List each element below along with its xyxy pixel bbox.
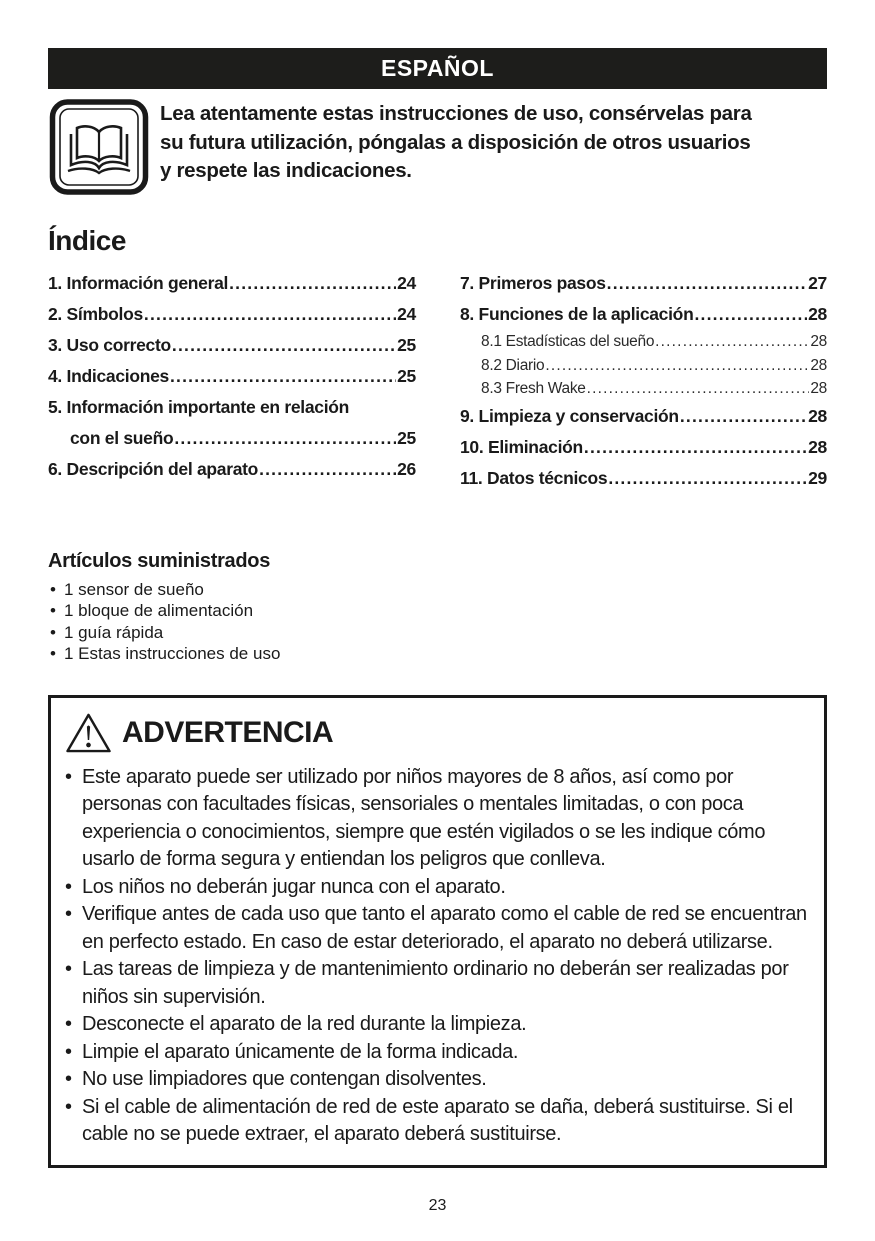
toc-entry-page: 27 xyxy=(808,273,827,293)
toc-entry-label: 2. Símbolos xyxy=(48,304,143,324)
toc-entry xyxy=(460,268,827,299)
toc-dot-leader xyxy=(170,361,396,392)
toc-entry-page: 24 xyxy=(397,273,416,293)
supplied-item: • 1 Estas instrucciones de uso xyxy=(48,643,827,665)
warning-title: ADVERTENCIA xyxy=(122,715,334,749)
toc-dot-leader xyxy=(655,330,809,354)
warning-header xyxy=(65,712,808,754)
toc-entry-page: 28 xyxy=(810,380,827,397)
toc-entry-label: con el sueño xyxy=(70,428,174,448)
toc-entry-page: 28 xyxy=(808,436,827,457)
warning-item: • Los niños no deberán jugar nunca con el aparato. xyxy=(65,874,808,902)
toc-entry xyxy=(460,401,827,432)
supplied-items-title: Artículos suministrados xyxy=(48,549,271,572)
language-banner: ESPAÑOL xyxy=(48,48,827,89)
supplied-item: • 1 guía rápida xyxy=(48,622,827,644)
toc-entry-page: 25 xyxy=(397,366,416,386)
toc-entry xyxy=(460,432,827,463)
toc-dot-leader xyxy=(174,423,396,454)
warning-item: • Este aparato puede ser utilizado por niños mayores de 8 años, así como por personas con facultades físicas, sensoriales o mentales limitadas, o con poca experiencia o conocimientos, siempre que estén vigilados o se les indique cómo usarlo de forma segura y entiendan los peligros que conlleva. xyxy=(65,764,808,874)
toc-dot-leader xyxy=(607,268,807,299)
warning-triangle-icon xyxy=(65,712,112,754)
toc-entry-label: 7. Primeros pasos xyxy=(460,273,606,293)
toc-dot-leader xyxy=(587,377,810,401)
toc-entry xyxy=(460,463,827,494)
toc-entry-label: 1. Información general xyxy=(48,273,229,293)
toc-dot-leader xyxy=(694,299,807,330)
toc-entry xyxy=(460,330,827,354)
toc-column-right xyxy=(460,268,827,494)
intro-line: y respete las indicaciones. xyxy=(160,159,412,182)
toc-dot-leader xyxy=(608,463,807,494)
toc-entry-label: 9. Limpieza y conservación xyxy=(460,405,679,426)
toc-entry-label: 8. Funciones de la aplicación xyxy=(460,304,694,324)
intro-instructions-text xyxy=(160,97,752,186)
toc-entry-page: 29 xyxy=(808,467,827,488)
toc-entry-label: 8.2 Diario xyxy=(481,356,545,374)
toc-entry-label: 11. Datos técnicos xyxy=(460,467,608,488)
supplied-item: • 1 bloque de alimentación xyxy=(48,600,827,622)
toc-entry xyxy=(48,423,416,454)
supplied-item: • 1 sensor de sueño xyxy=(48,579,827,601)
warning-item: • No use limpiadores que contengan disolventes. xyxy=(65,1066,808,1094)
page-number: 23 xyxy=(428,1197,447,1214)
toc-entry-page: 25 xyxy=(397,335,416,355)
toc-column-left xyxy=(48,268,416,494)
toc-entry-page: 28 xyxy=(808,304,827,324)
toc-entry-label: 10. Eliminación xyxy=(460,436,583,457)
toc-dot-leader xyxy=(584,432,807,463)
warning-list xyxy=(65,764,808,1149)
intro-section xyxy=(48,97,827,195)
warning-item: • Si el cable de alimentación de red de este aparato se daña, deberá sustituirse. Si el cable no se puede extraer, el aparato deberá sustituirse. xyxy=(65,1094,808,1149)
toc-entry xyxy=(48,392,416,423)
toc-entry-page: 28 xyxy=(808,405,827,426)
toc-entry xyxy=(48,299,416,330)
toc-dot-leader xyxy=(545,354,809,378)
warning-item: • Las tareas de limpieza y de mantenimiento ordinario no deberán ser realizadas por niños sin supervisión. xyxy=(65,956,808,1011)
toc-entry xyxy=(48,454,416,485)
toc-dot-leader xyxy=(680,401,807,432)
toc-entry-label: 4. Indicaciones xyxy=(48,366,169,386)
toc-entry xyxy=(48,268,416,299)
toc-entry-page: 25 xyxy=(397,428,416,448)
toc-entry-page: 28 xyxy=(810,356,827,374)
toc-entry xyxy=(48,330,416,361)
toc-dot-leader xyxy=(259,454,396,485)
toc-title: Índice xyxy=(48,225,126,256)
warning-box xyxy=(48,695,827,1168)
warning-item: • Desconecte el aparato de la red durante la limpieza. xyxy=(65,1011,808,1039)
toc-entry xyxy=(48,361,416,392)
warning-item: • Verifique antes de cada uso que tanto el aparato como el cable de red se encuentran en perfecto estado. En caso de estar deteriorado, el aparato no deberá utilizarse. xyxy=(65,901,808,956)
toc-entry-label: 5. Información importante en relación xyxy=(48,397,350,417)
toc-entry-label: 3. Uso correcto xyxy=(48,335,171,355)
intro-line: Lea atentamente estas instrucciones de uso, consérvelas para xyxy=(160,102,752,125)
toc-dot-leader xyxy=(172,330,396,361)
toc-entry xyxy=(460,354,827,378)
instruction-manual-icon xyxy=(48,99,150,195)
toc-entry-page: 24 xyxy=(397,304,416,324)
intro-line: su futura utilización, póngalas a disposición de otros usuarios xyxy=(160,130,751,154)
supplied-items-list xyxy=(48,579,827,665)
toc-entry-page: 28 xyxy=(810,333,827,350)
toc-entry-label: 8.1 Estadísticas del sueño xyxy=(481,333,655,350)
toc-entry-label: 8.3 Fresh Wake xyxy=(481,380,586,397)
table-of-contents xyxy=(48,268,827,494)
warning-item: • Limpie el aparato únicamente de la forma indicada. xyxy=(65,1039,808,1067)
toc-entry-page: 26 xyxy=(397,459,416,479)
toc-dot-leader xyxy=(144,299,396,330)
toc-entry-label: 6. Descripción del aparato xyxy=(48,459,259,479)
toc-entry xyxy=(460,299,827,330)
toc-entry xyxy=(460,377,827,401)
toc-dot-leader xyxy=(229,268,396,299)
